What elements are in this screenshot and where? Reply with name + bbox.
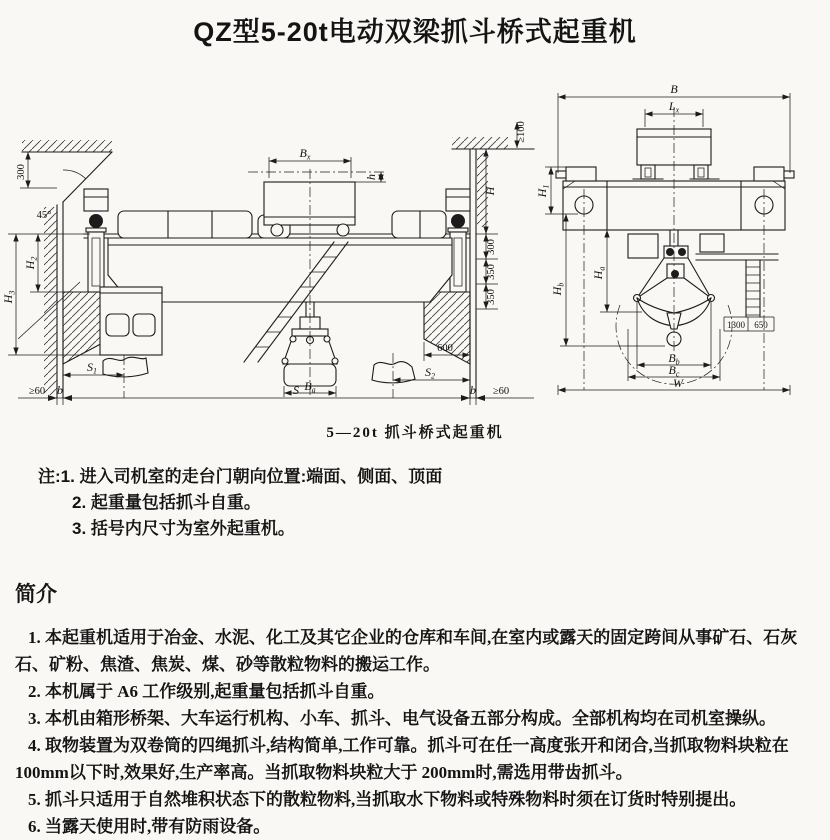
intro-heading: 简介: [15, 583, 57, 606]
dim-650: 650: [754, 320, 768, 330]
note-item-3: 3. 括号内尺寸为室外起重机。: [72, 519, 295, 538]
crane-technical-drawing: [0, 77, 830, 417]
notes: [38, 464, 820, 542]
dim-B: B: [670, 82, 678, 96]
dim-bc: $B_c$: [668, 363, 680, 379]
page-title: QZ型5-20t电动双梁抓斗桥式起重机: [193, 17, 637, 47]
dim-hb: $H_b$: [550, 282, 566, 296]
dim-h3: $H_3$: [1, 290, 17, 304]
intro-paragraph-4: 4. 取物装置为双卷筒的四绳抓斗,结构简单,工作可靠。抓斗可在任一高度张开和闭合,当抓取物料块粒在 100mm以下时,效果好,生产率高。当抓取物料块粒大于 200mm时,需选用带齿抓斗。: [15, 736, 789, 782]
note-item-1: 1. 进入司机室的走台门朝向位置:端面、侧面、顶面: [60, 467, 443, 486]
dim-roof-300: 300: [16, 164, 27, 180]
dim-b-left: b: [57, 383, 63, 397]
right-view-structure: [556, 107, 794, 390]
left-view-structure: [18, 137, 534, 398]
dim-s: S: [293, 383, 299, 397]
dim-b-right: b: [470, 383, 476, 397]
intro-paragraph-6: 6. 当露天使用时,带有防雨设备。: [28, 817, 271, 836]
note-row-1: [38, 464, 820, 490]
dim-ge100: ≥100: [516, 121, 527, 143]
dim-ge60-right: ≥60: [492, 386, 510, 397]
dim-s1: $S_1$: [87, 360, 97, 376]
dim-h1: $H_1$: [535, 184, 551, 198]
dim-bb: $B_b$: [668, 351, 680, 367]
dim-angle-45: 45°: [36, 210, 52, 221]
notes-label: 注:: [38, 467, 61, 486]
intro-paragraph-2: 2. 本机属于 A6 工作级别,起重量包括抓斗自重。: [28, 682, 385, 701]
dim-s2: $S_2$: [425, 365, 435, 381]
dim-h2: $H_2$: [23, 256, 39, 270]
dim-600: 600: [437, 343, 453, 354]
dim-col-300: 300: [486, 239, 497, 255]
dim-H: H: [483, 186, 497, 196]
dim-bx: $B_x$: [299, 146, 311, 162]
dim-lx: $L_x$: [668, 99, 680, 115]
intro-paragraph-1: 1. 本起重机适用于冶金、水泥、化工及其它企业的仓库和车间,在室内或露天的固定跨间从事矿石、石灰石、矿粉、焦渣、焦炭、煤、砂等散粒物料的搬运工作。: [15, 628, 798, 674]
dim-350-b: 350: [486, 289, 497, 305]
intro-paragraph-5: 5. 抓斗只适用于自然堆积状态下的散粒物料,当抓取水下物料或特殊物料时须在订货时特别提出。: [28, 790, 747, 809]
dim-ha: $H_a$: [591, 266, 607, 280]
intro-paragraph-3: 3. 本机由箱形桥架、大车运行机构、小车、抓斗、电气设备五部分构成。全部机构均在司机室操纵。: [28, 709, 776, 728]
intro-section: [15, 578, 818, 840]
dim-1300: 1300: [727, 320, 745, 330]
dim-350-a: 350: [486, 264, 497, 280]
dim-ba: $B_a$: [304, 379, 316, 395]
dim-ge60-left: ≥60: [28, 386, 46, 397]
dim-w: W: [673, 376, 683, 390]
note-item-2: 2. 起重量包括抓斗自重。: [72, 493, 261, 512]
dim-h: h: [364, 174, 378, 180]
figure-caption: 5—20t 抓斗桥式起重机: [326, 425, 504, 441]
